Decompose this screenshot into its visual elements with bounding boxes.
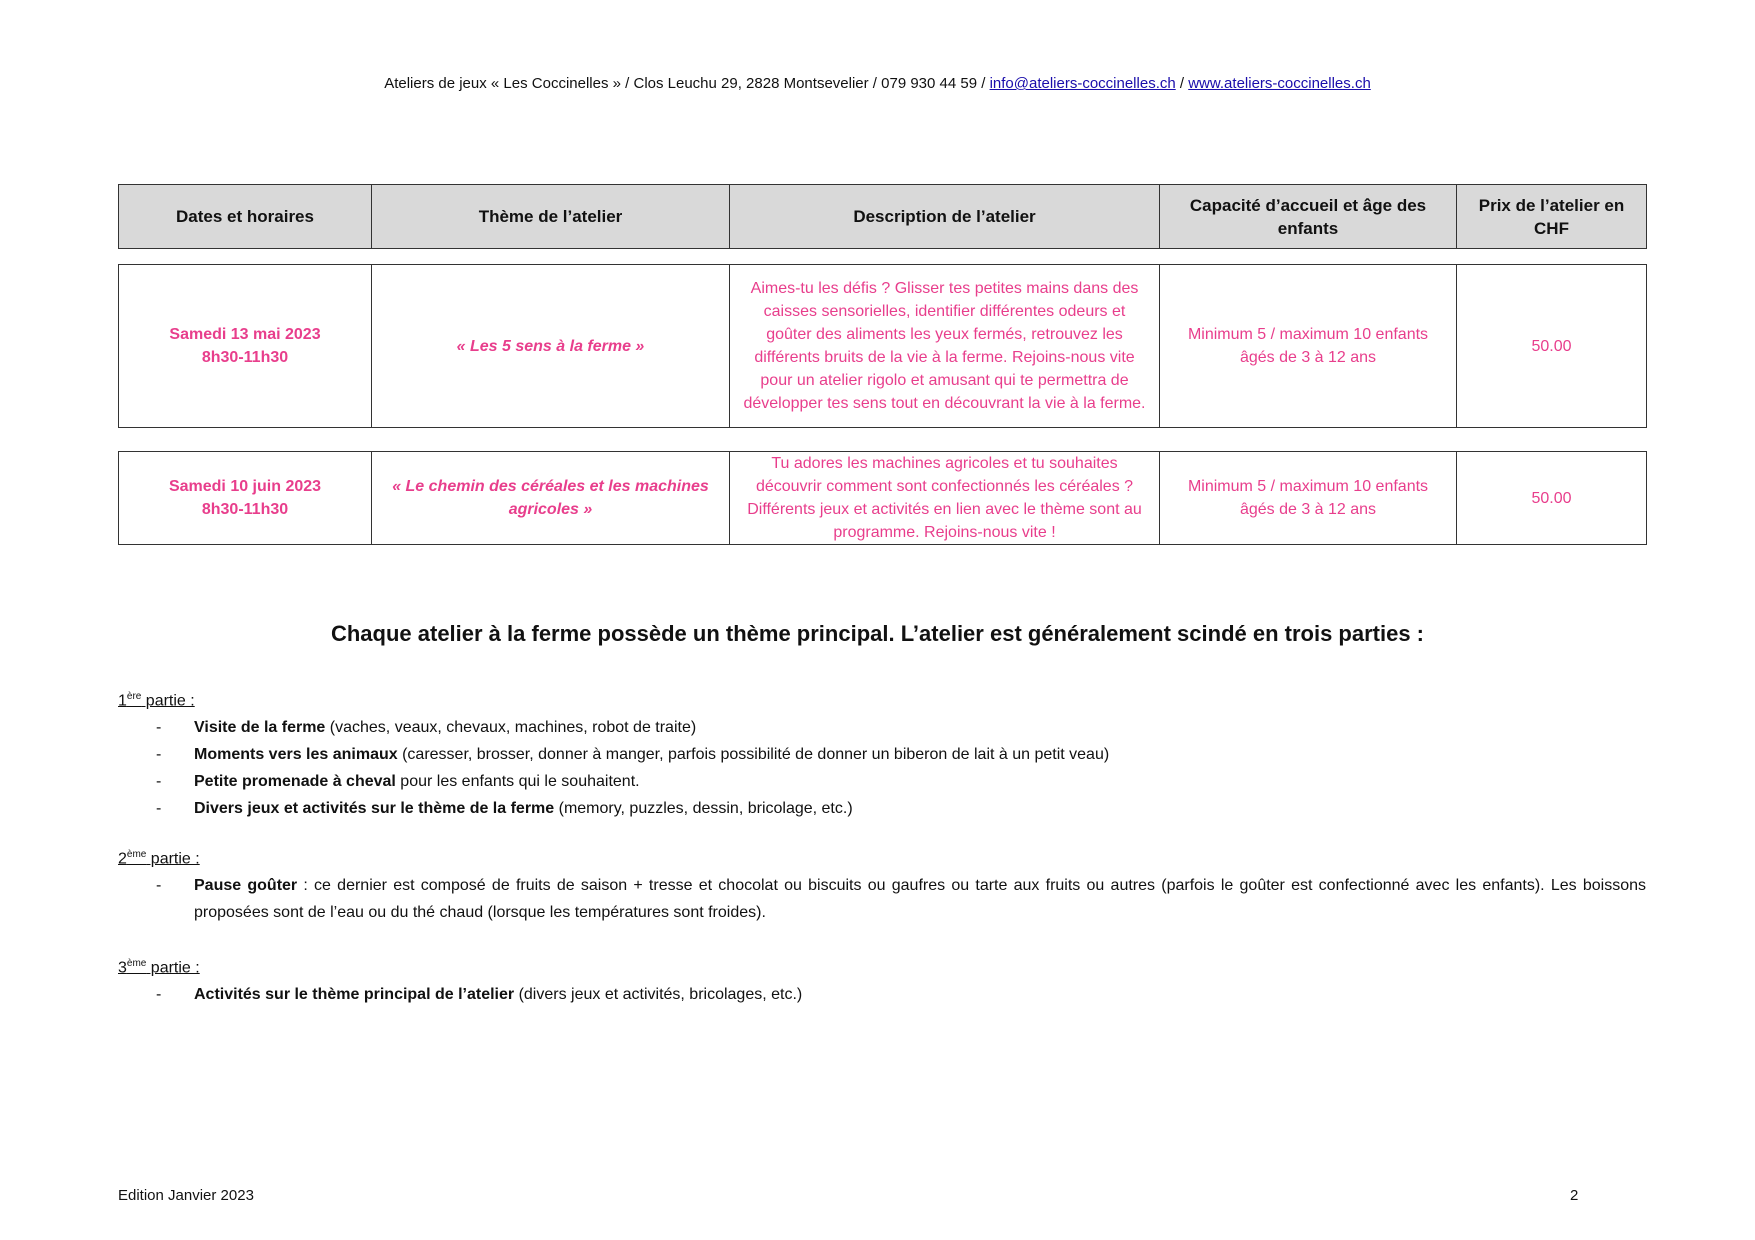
part-list	[118, 872, 1646, 926]
time-text: 8h30-11h30	[201, 349, 289, 366]
column-header-dates: Dates et horaires	[119, 185, 372, 249]
column-header-theme: Thème de l’atelier	[372, 185, 730, 249]
part-title: 2ème partie :	[118, 849, 200, 868]
part-title: 1ère partie :	[118, 691, 195, 710]
part-title: 3ème partie :	[118, 958, 200, 977]
page-header	[0, 74, 1755, 94]
cell-description: Aimes-tu les défis ? Glisser tes petites mains dans des caisses sensorielles, identifier différentes odeurs et goûter des aliments les yeux fermés, retrouvez les différents bruits de la vie à la ferme. Rejoins-nous vite pour un atelier rigolo et amusant qui te permettra de développer tes sens tout en découvrant la vie à la ferme.	[730, 265, 1160, 428]
cell-capacity: Minimum 5 / maximum 10 enfants âgés de 3 à 12 ans	[1160, 265, 1457, 428]
website-link[interactable]: www.ateliers-coccinelles.ch	[1188, 75, 1371, 92]
cell-theme: « Les 5 sens à la ferme »	[372, 265, 730, 428]
column-header-price: Prix de l’atelier en CHF	[1457, 185, 1647, 249]
list-item: - Moments vers les animaux (caresser, brosser, donner à manger, parfois possibilité de donner un biberon de lait à un petit veau)	[156, 746, 1110, 764]
part-list	[118, 714, 1646, 822]
table-row	[118, 451, 1647, 545]
list-item: - Petite promenade à cheval pour les enfants qui le souhaitent.	[156, 773, 640, 791]
list-item: - Divers jeux et activités sur le thème de la ferme (memory, puzzles, dessin, bricolage, etc.)	[156, 800, 853, 818]
header-separator: /	[1179, 75, 1185, 92]
list-item: - Activités sur le thème principal de l’atelier (divers jeux et activités, bricolages, etc.)	[156, 986, 803, 1004]
part-1	[118, 683, 1646, 822]
cell-theme: « Le chemin des céréales et les machines agricoles »	[372, 452, 730, 545]
column-header-capacity: Capacité d’accueil et âge des enfants	[1160, 185, 1457, 249]
cell-price: 50.00	[1457, 265, 1647, 428]
cell-price: 50.00	[1457, 452, 1647, 545]
date-text: Samedi 10 juin 2023	[168, 478, 322, 495]
list-item: - Visite de la ferme (vaches, veaux, chevaux, machines, robot de traite)	[156, 719, 697, 737]
time-text: 8h30-11h30	[201, 501, 289, 518]
cell-capacity: Minimum 5 / maximum 10 enfants âgés de 3 à 12 ans	[1160, 452, 1457, 545]
cell-description: Tu adores les machines agricoles et tu souhaites découvrir comment sont confectionnés les céréales ? Différents jeux et activités en lien avec le thème sont au programme. Rejoins-nous vite !	[730, 452, 1160, 545]
table-header	[118, 184, 1647, 249]
column-header-description: Description de l’atelier	[730, 185, 1160, 249]
cell-date	[119, 265, 372, 428]
cell-date	[119, 452, 372, 545]
footer-edition: Edition Janvier 2023	[118, 1187, 254, 1204]
page-number: 2	[1570, 1187, 1579, 1204]
header-address: Ateliers de jeux « Les Coccinelles » / Clos Leuchu 29, 2828 Montsevelier / 079 930 44 59 /	[384, 75, 986, 92]
part-2	[118, 841, 1646, 926]
part-3	[118, 950, 1646, 1008]
email-link[interactable]: info@ateliers-coccinelles.ch	[989, 75, 1176, 92]
part-list	[118, 981, 1646, 1008]
intro-heading: Chaque atelier à la ferme possède un thème principal. L’atelier est généralement scindé en trois parties :	[330, 621, 1425, 646]
table-row	[118, 264, 1647, 428]
list-item: - Pause goûter : ce dernier est composé de fruits de saison + tresse et chocolat ou biscuits ou gaufres ou tarte aux fruits ou autres (parfois le goûter est confectionné avec les enfants). Les boissons proposées sont de l’eau ou du thé chaud (lorsque les températures sont froides).	[156, 877, 1647, 922]
date-text: Samedi 13 mai 2023	[169, 326, 321, 343]
